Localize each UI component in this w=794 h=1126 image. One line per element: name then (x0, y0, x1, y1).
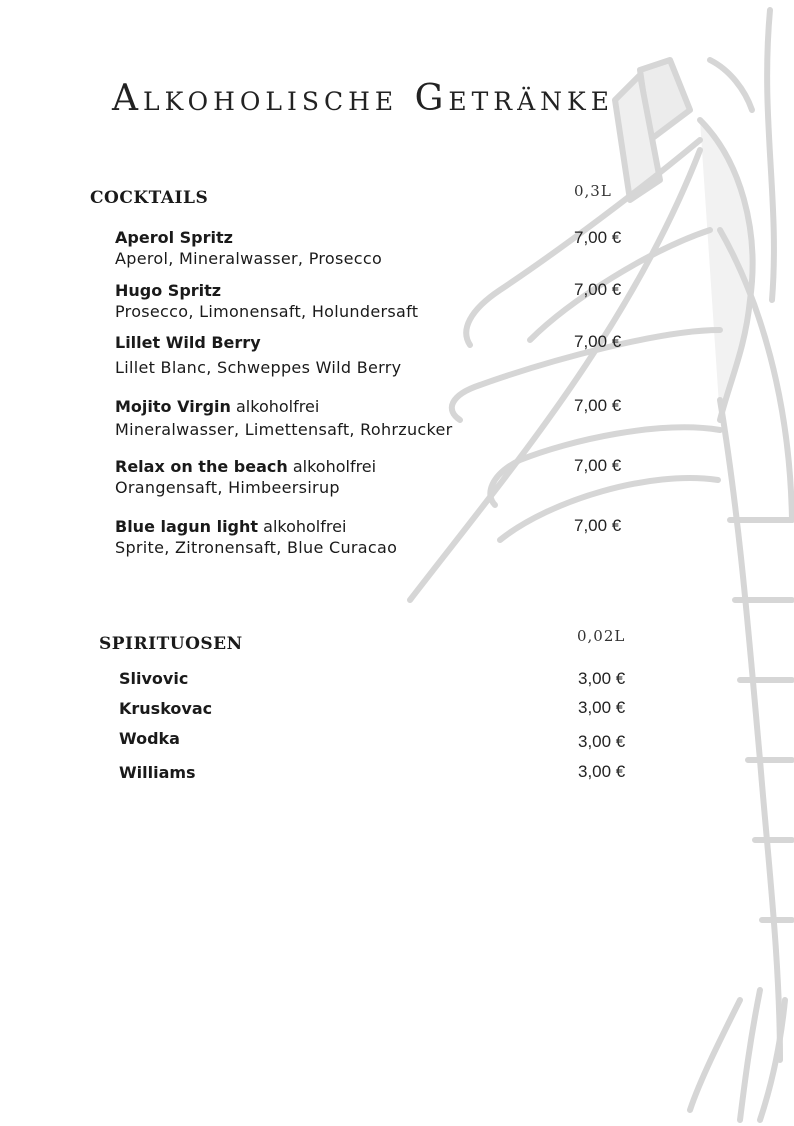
spirit-item-price: 3,00 € (578, 669, 626, 688)
item-price: 7,00 € (574, 332, 622, 351)
spirit-item-name: Slivovic (119, 669, 189, 688)
menu-item (115, 280, 635, 322)
cocktails-heading: cocktails (90, 180, 209, 209)
item-price: 7,00 € (574, 396, 622, 415)
spirit-item-price: 3,00 € (578, 762, 626, 781)
item-description: Sprite, Zitronensaft, Blue Curacao (115, 538, 398, 557)
cocktails-volume: 0,3L (574, 182, 612, 200)
item-note: alkoholfrei (292, 457, 377, 476)
spirit-item-name: Wodka (119, 729, 180, 748)
item-name: Blue lagun light (115, 517, 259, 536)
item-description: Aperol, Mineralwasser, Prosecco (115, 249, 383, 268)
item-description: Mineralwasser, Limettensaft, Rohrzucker (115, 420, 453, 439)
item-note: alkoholfrei (263, 517, 347, 536)
menu-item (115, 456, 635, 498)
menu-item (115, 516, 635, 558)
item-description: Prosecco, Limonensaft, Holundersaft (115, 302, 419, 321)
item-name: Hugo Spritz (115, 281, 222, 300)
spirit-item-price: 3,00 € (578, 698, 626, 717)
item-name: Relax on the beach (115, 457, 288, 476)
item-price: 7,00 € (574, 456, 622, 475)
spirit-item-price: 3,00 € (578, 732, 626, 751)
spirits-volume: 0,02L (577, 627, 626, 645)
page-title: Alkoholische Getränke (112, 78, 614, 119)
item-description: Lillet Blanc, Schweppes Wild Berry (115, 358, 402, 377)
spirits-heading: spirituosen (99, 626, 243, 655)
item-price: 7,00 € (574, 228, 622, 247)
menu-item (115, 332, 635, 378)
item-name: Aperol Spritz (115, 228, 233, 247)
item-note: alkoholfrei (236, 397, 320, 416)
item-price: 7,00 € (574, 516, 622, 535)
item-description: Orangensaft, Himbeersirup (115, 478, 340, 497)
item-name: Mojito Virgin (115, 397, 231, 416)
menu-item (115, 396, 635, 440)
lobster-illustration-icon (400, 0, 794, 1126)
spirit-item-name: Williams (119, 763, 196, 782)
item-name: Lillet Wild Berry (115, 333, 261, 352)
menu-item (115, 227, 635, 269)
item-price: 7,00 € (574, 280, 622, 299)
spirit-item-name: Kruskovac (119, 699, 213, 718)
